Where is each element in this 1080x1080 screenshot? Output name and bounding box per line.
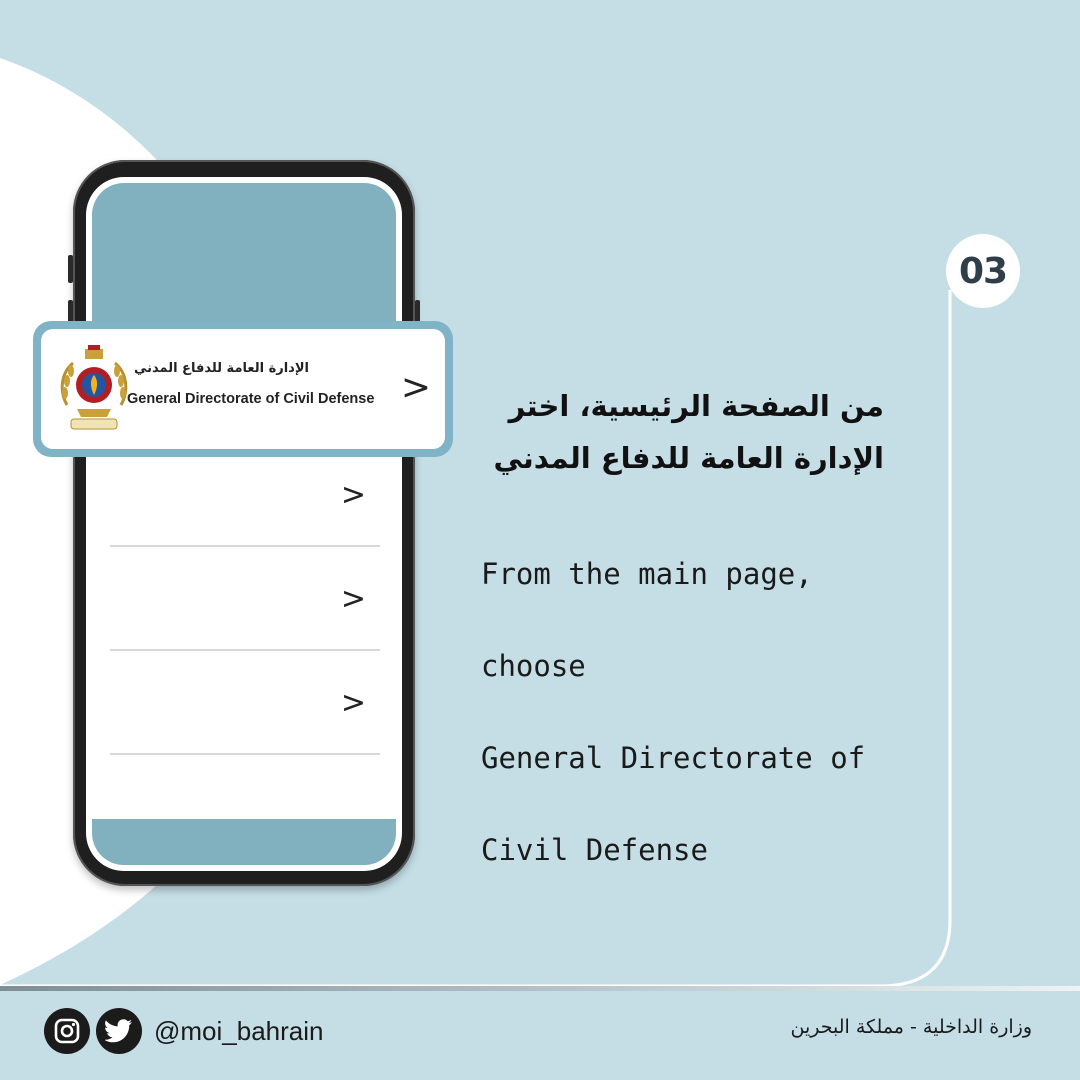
phone-screen (86, 177, 402, 871)
instruction-english-line: Civil Defense (481, 833, 708, 867)
step-badge (946, 234, 1020, 308)
divider (110, 753, 380, 755)
step-number: 03 (958, 250, 1008, 292)
instruction-english-line: choose (481, 649, 586, 683)
screen-footer (92, 819, 396, 865)
chevron-right-icon: > (340, 477, 366, 513)
list-item[interactable] (110, 443, 380, 547)
list-item[interactable] (110, 651, 380, 755)
item-title-arabic: الإدارة العامة للدفاع المدني (133, 361, 309, 376)
chevron-right-icon: > (340, 685, 366, 721)
instagram-icon[interactable] (44, 1008, 90, 1054)
item-title-english: General Directorate of Civil Defense (127, 391, 375, 407)
instruction-arabic-line: الإدارة العامة للدفاع المدني (493, 441, 884, 475)
instruction-arabic-line: من الصفحة الرئيسية، اختر (508, 389, 884, 423)
civil-defense-card (41, 329, 445, 449)
civil-defense-menu-item[interactable] (33, 321, 453, 457)
chevron-right-icon: > (340, 581, 366, 617)
instruction-english-line: From the main page, (481, 557, 813, 591)
footer-divider (0, 986, 1080, 991)
chevron-right-icon: > (400, 367, 431, 408)
ministry-name: وزارة الداخلية - مملكة البحرين (790, 1016, 1032, 1038)
phone-side-button (68, 255, 73, 283)
instruction-english-line: General Directorate of (481, 741, 866, 775)
instruction-english (481, 505, 901, 919)
list-item[interactable] (110, 547, 380, 651)
social-links (44, 1008, 323, 1054)
twitter-icon[interactable] (96, 1008, 142, 1054)
civil-defense-logo (55, 343, 133, 437)
social-handle[interactable]: @moi_bahrain (154, 1015, 324, 1046)
instruction-arabic (444, 380, 884, 484)
